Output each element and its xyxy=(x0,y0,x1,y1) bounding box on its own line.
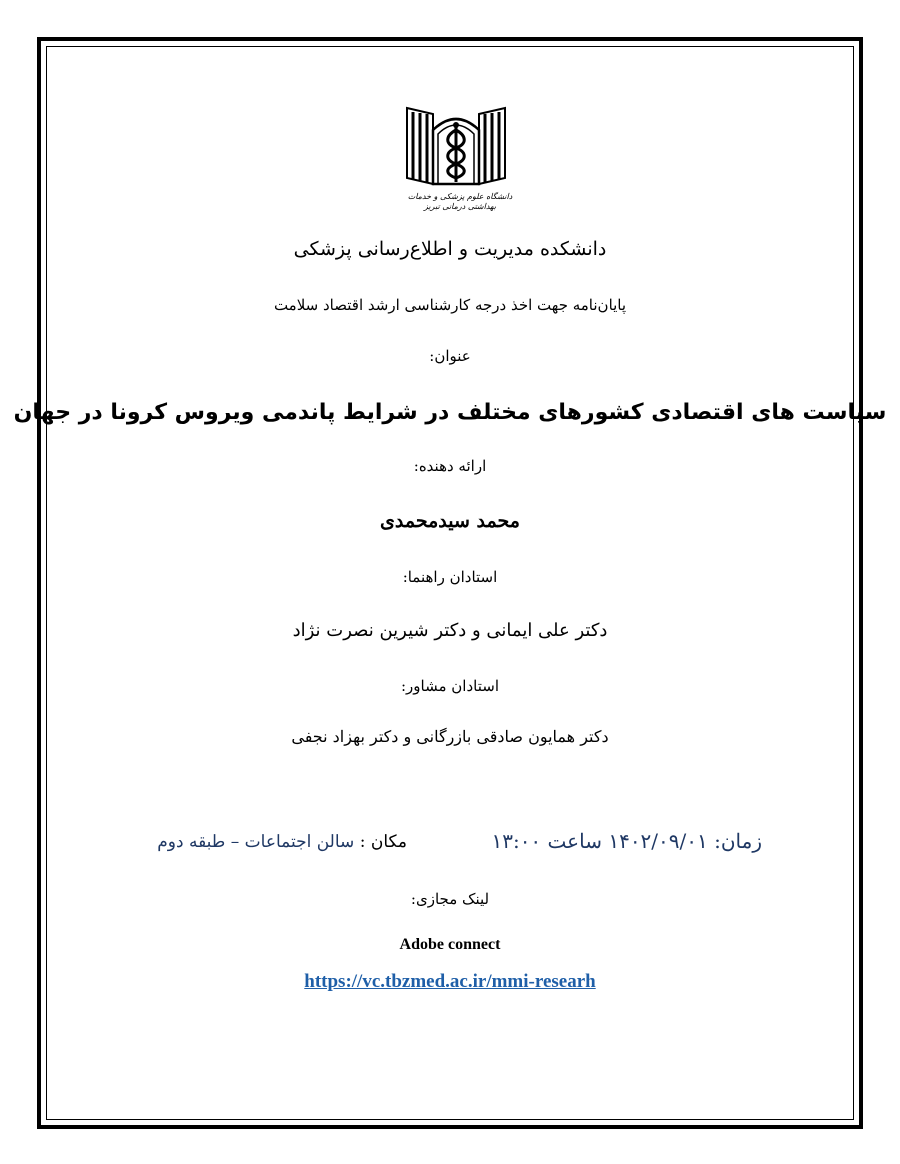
platform-name: Adobe connect xyxy=(399,936,501,953)
virtual-session-link[interactable]: https://vc.tbzmed.ac.ir/mmi-researh xyxy=(304,971,596,992)
session-time: زمان: ۱۴۰۲/۰۹/۰۱ ساعت ۱۳:۰۰ xyxy=(491,829,762,853)
place-label: مکان : xyxy=(359,832,407,852)
session-info-row xyxy=(0,829,900,861)
degree-statement: پایان‌نامه جهت اخذ درجه کارشناسی ارشد اقتصاد سلامت xyxy=(273,296,627,314)
advisors-label: استادان مشاور: xyxy=(401,677,499,695)
session-place xyxy=(157,832,407,852)
presenter-label: ارائه دهنده: xyxy=(413,457,487,475)
school-name: دانشکده مدیریت و اطلاع‌رسانی پزشکی xyxy=(293,238,607,260)
supervisors-label: استادان راهنما: xyxy=(402,568,498,586)
virtual-link-label: لینک مجازی: xyxy=(410,890,490,908)
thesis-title: سیاست های اقتصادی کشورهای مختلف در شرایط پاندمی ویروس کرونا در جهان xyxy=(13,400,887,425)
presenter-name: محمد سیدمحمدی xyxy=(380,510,520,532)
logo-caption: دانشگاه علوم پزشکی و خدمات بهداشتی درمانی تبریز xyxy=(407,192,513,211)
advisors-names: دکتر همایون صادقی بازرگانی و دکتر بهزاد نجفی xyxy=(291,727,609,746)
supervisors-names: دکتر علی ایمانی و دکتر شیرین نصرت نژاد xyxy=(292,620,608,641)
place-value: سالن اجتماعات – طبقه دوم xyxy=(157,832,355,852)
title-label: عنوان: xyxy=(429,347,471,365)
